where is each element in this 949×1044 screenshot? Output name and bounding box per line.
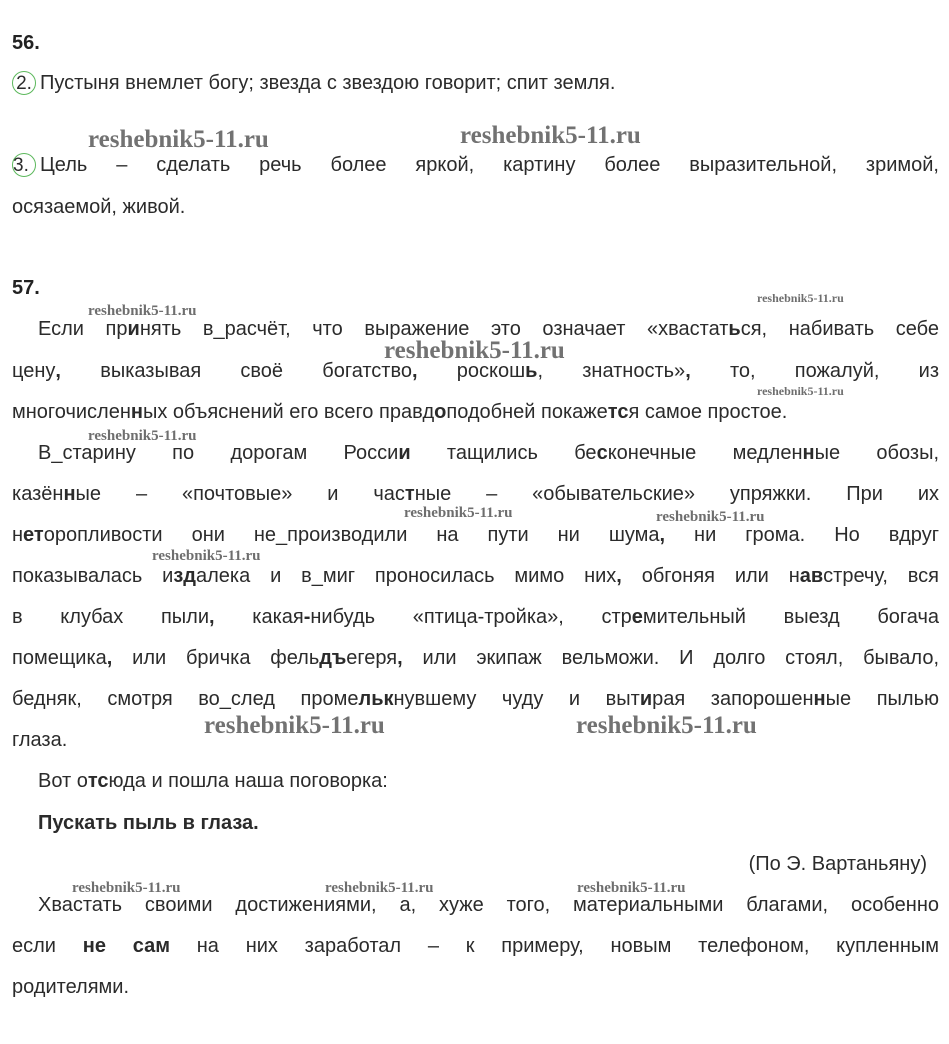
watermark: reshebnik5-11.ru — [757, 384, 844, 398]
ex56-item-2 — [12, 71, 939, 95]
exercise-56-number: 56. — [12, 32, 40, 54]
watermark: reshebnik5-11.ru — [577, 880, 686, 896]
p4-line-3: родителями. — [12, 976, 130, 998]
saying: Пускать пыль в глаза. — [38, 812, 259, 834]
watermark: reshebnik5-11.ru — [72, 880, 181, 896]
p2-line-4: показывалась издалека и в_миг проносилась мимо них, обгоняя или навстречу, вся — [12, 565, 939, 587]
watermark: reshebnik5-11.ru — [152, 548, 261, 564]
p2-line-5: в клубах пыли, какая-нибудь «птица-тройка», стремительный выезд богача — [12, 606, 939, 628]
ex56-item-3-text: Цель – сделать речь более яркой, картину более выразительной, зримой, — [40, 154, 939, 176]
watermark: reshebnik5-11.ru — [88, 428, 197, 444]
watermark: reshebnik5-11.ru — [384, 337, 565, 364]
p2-line-6: помещика, или бричка фельдъегеря, или экипаж вельможи. И долго стоял, бывало, — [12, 647, 940, 669]
watermark: reshebnik5-11.ru — [757, 291, 844, 305]
ex56-item-3-line-1 — [12, 153, 939, 177]
ex56-item-2-text: Пустыня внемлет богу; звезда с звездою говорит; спит земля. — [40, 72, 616, 94]
p4-line-2: если не сам на них заработал – к примеру, новым телефоном, купленным — [12, 935, 939, 957]
p3-line: Вот отсюда и пошла наша поговорка: — [38, 770, 388, 792]
p1-line-3: многочисленных объяснений его всего правдоподобней покажется самое простое. — [12, 401, 788, 423]
source-attribution: (По Э. Вартаньяну) — [748, 853, 927, 875]
p2-line-1: В_старину по дорогам России тащились бесконечные медленные обозы, — [38, 442, 940, 464]
watermark: reshebnik5-11.ru — [88, 303, 197, 319]
p2-line-8: глаза. — [12, 729, 68, 751]
watermark: reshebnik5-11.ru — [204, 712, 385, 739]
item-number-circle: 2. — [12, 71, 36, 95]
p2-line-2: казённые – «почтовые» и частные – «обывательские» упряжки. При их — [12, 483, 939, 505]
p4-line-1: Хвастать своими достижениями, а, хуже того, материальными благами, особенно — [38, 894, 939, 916]
watermark: reshebnik5-11.ru — [325, 880, 434, 896]
p2-line-3: неторопливости они не_производили на пути ни шума, ни грома. Но вдруг — [12, 524, 939, 546]
ex56-item-3-line-2: осязаемой, живой. — [12, 196, 186, 218]
watermark: reshebnik5-11.ru — [656, 509, 765, 525]
p1-line-2: цену, выказывая своё богатство, роскошь, знатность», то, пожалуй, из — [12, 360, 939, 382]
exercise-57-number: 57. — [12, 277, 40, 299]
p2-line-7: бедняк, смотря во_след промелькнувшему чуду и вытирая запорошенные пылью — [12, 688, 939, 710]
p1-line-1: Если принять в_расчёт, что выражение это означает «хвастаться, набивать себе — [38, 318, 940, 340]
watermark: reshebnik5-11.ru — [460, 122, 641, 149]
watermark: reshebnik5-11.ru — [404, 505, 513, 521]
watermark: reshebnik5-11.ru — [88, 126, 269, 153]
item-number-circle: 3. — [12, 153, 36, 177]
watermark: reshebnik5-11.ru — [576, 712, 757, 739]
